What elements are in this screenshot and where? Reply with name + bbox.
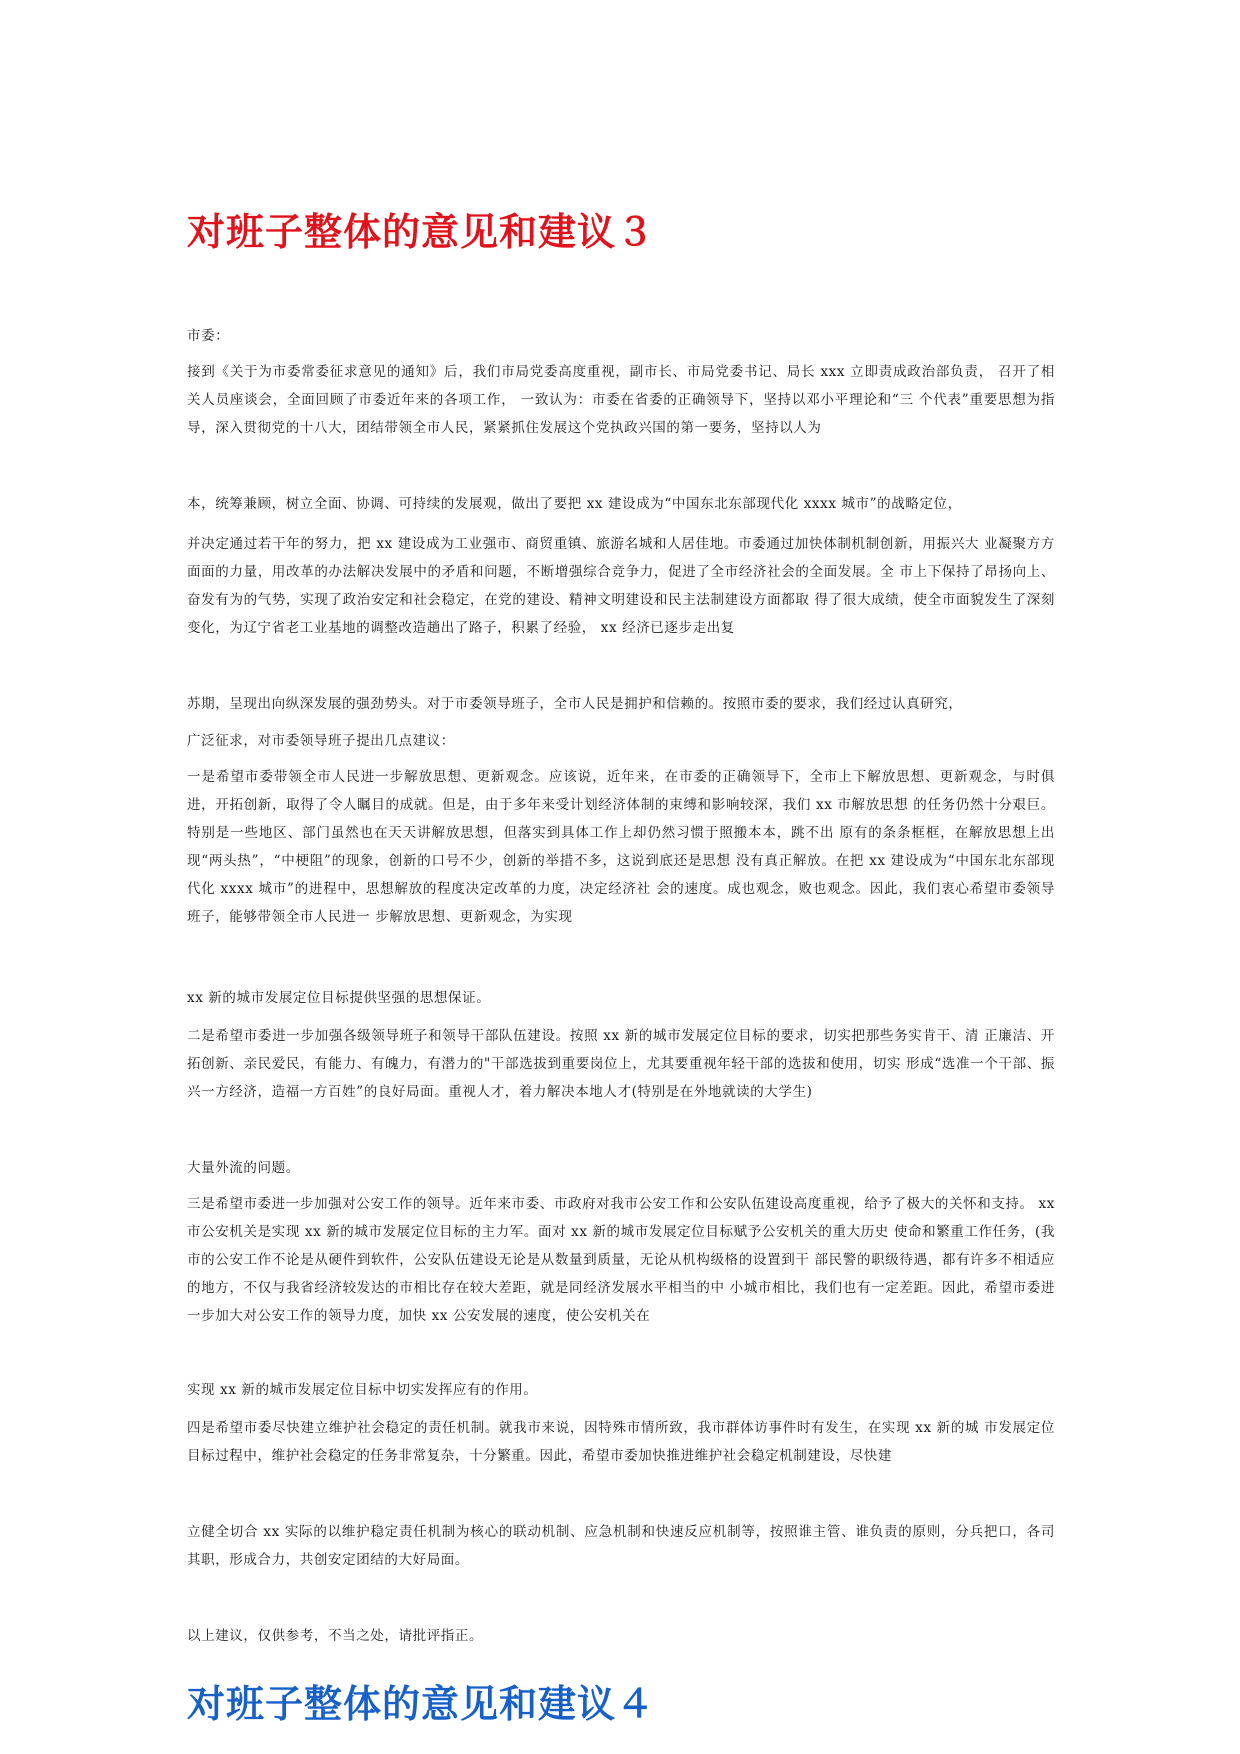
paragraph-block [187, 1022, 1055, 1106]
paragraph: 并决定通过若干年的努力，把 xx 建设成为工业强市、商贸重镇、旅游名城和人居佳地。市委通过加快体制机制创新，用振兴大 业凝聚方方面面的力量，用改革的办法解决发展中的矛盾和问题，不断增强综合竞争力，促进了全市经济社会的全面发展。全 市上下保持了昂扬向上、奋发有为的气势，实现了政治安定和社会稳定，在党的建设、精神文明建设和民主法制建设方面都取 得了很大成绩，使全市面貌发生了深刻变化，为辽宁省老工业基地的调整改造趟出了路子，积累了经验， xx 经济已逐步走出复 [187, 536, 1055, 636]
section-title-4: 对班子整体的意见和建议４ [187, 1681, 656, 1726]
paragraph-block [187, 690, 1055, 718]
section-title-3: 对班子整体的意见和建议３ [187, 209, 656, 254]
paragraph: 实现 xx 新的城市发展定位目标中切实发挥应有的作用。 [187, 1382, 538, 1398]
paragraph: 大量外流的问题。 [187, 1160, 300, 1176]
paragraph-block [187, 1518, 1055, 1574]
salutation-text: 市委： [187, 328, 230, 344]
salutation [187, 322, 1055, 350]
paragraph-block [187, 984, 1055, 1012]
paragraph: 四是希望市委尽快建立维护社会稳定的责任机制。就我市来说，因特殊市情所致，我市群体访事件时有发生，在实现 xx 新的城 市发展定位目标过程中，维护社会稳定的任务非常复杂，十分繁重。因此，希望市委加快推进维护社会稳定机制建设，尽快建 [187, 1420, 1055, 1464]
paragraph: 三是希望市委进一步加强对公安工作的领导。近年来市委、市政府对我市公安工作和公安队伍建设高度重视，给予了极大的关怀和支持。 xx 市公安机关是实现 xx 新的城市发展定位目标的主力军。面对 xx 新的城市发展定位目标赋予公安机关的重大历史 使命和繁重工作任务，(我市的公安工作不论是从硬件到软件，公安队伍建设无论是从数量到质量，无论从机构级格的设置到干 部民警的职级待遇，都有许多不相适应的地方，不仅与我省经济较发达的市相比存在较大差距，就是同经济发展水平相当的中 小城市相比，我们也有一定差距。因此，希望市委进一步加大对公安工作的领导力度，加快 xx 公安发展的速度，使公安机关在 [187, 1196, 1055, 1324]
paragraph-block [187, 1190, 1055, 1330]
paragraph: xx 新的城市发展定位目标提供坚强的思想保证。 [187, 990, 491, 1006]
paragraph: 一是希望市委带领全市人民进一步解放思想、更新观念。应该说，近年来，在市委的正确领导下，全市上下解放思想、更新观念，与时俱进，开拓创新，取得了令人瞩目的成就。但是，由于多年来受计划经济体制的束缚和影响较深，我们 xx 市解放思想 的任务仍然十分艰巨。特别是一些地区、部门虽然也在天天讲解放思想，但落实到具体工作上却仍然习惯于照搬本本，跳不出 原有的条条框框，在解放思想上出现“两头热”，“中梗阻”的现象，创新的口号不少，创新的举措不多，这说到底还是思想 没有真正解放。在把 xx 建设成为“中国东北东部现代化 xxxx 城市”的进程中，思想解放的程度决定改革的力度，决定经济社 会的速度。成也观念，败也观念。因此，我们衷心希望市委领导班子，能够带领全市人民进一 步解放思想、更新观念，为实现 [187, 769, 1055, 925]
closing-line [187, 1622, 1055, 1650]
paragraph-block [187, 358, 1055, 442]
paragraph: 立健全切合 xx 实际的以维护稳定责任机制为核心的联动机制、应急机制和快速反应机制等，按照谁主管、谁负责的原则，分兵把口，各司其职，形成合力，共创安定团结的大好局面。 [187, 1524, 1055, 1568]
paragraph: 以上建议，仅供参考，不当之处，请批评指正。 [187, 1628, 484, 1644]
paragraph: 本，统筹兼顾，树立全面、协调、可持续的发展观，做出了要把 xx 建设成为“中国东北东部现代化 xxxx 城市”的战略定位， [187, 496, 962, 512]
paragraph-block [187, 530, 1055, 642]
paragraph: 广泛征求，对市委领导班子提出几点建议： [187, 733, 455, 749]
paragraph: 苏期，呈现出向纵深发展的强劲势头。对于市委领导班子，全市人民是拥护和信赖的。按照市委的要求，我们经过认真研究， [187, 696, 963, 712]
paragraph: 二是希望市委进一步加强各级领导班子和领导干部队伍建设。按照 xx 新的城市发展定位目标的要求，切实把那些务实肯干、清 正廉洁、开拓创新、亲民爱民，有能力、有魄力，有潜力的"干部选拔到重要岗位上，尤其要重视年轻干部的选拔和使用，切实 形成“选准一个干部、振兴一方经济，造福一方百姓”的良好局面。重视人才，着力解决本地人才(特别是在外地就读的大学生) [187, 1028, 1055, 1100]
paragraph-block [187, 1154, 1055, 1182]
paragraph: 接到《关于为市委常委征求意见的通知》后，我们市局党委高度重视，副市长、市局党委书记、局长 xxx 立即责成政治部负责， 召开了相关人员座谈会，全面回顾了市委近年来的各项工作， 一致认为：市委在省委的正确领导下，坚持以邓小平理论和“三 个代表”重要思想为指导，深入贯彻党的十八大，团结带领全市人民，紧紧抓住发展这个党执政兴国的第一要务，坚持以人为 [187, 364, 1055, 436]
paragraph-block [187, 490, 1055, 518]
paragraph-block [187, 763, 1055, 931]
paragraph-block [187, 727, 1055, 755]
paragraph-block [187, 1414, 1055, 1470]
paragraph-block [187, 1376, 1055, 1404]
